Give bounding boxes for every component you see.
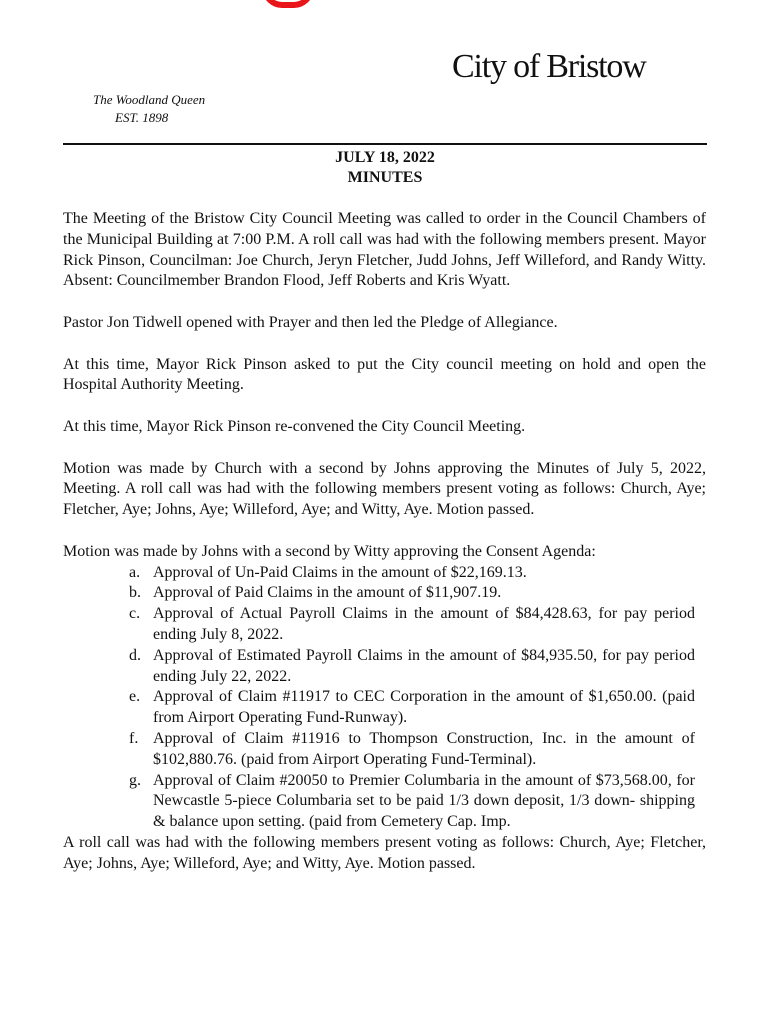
header-divider xyxy=(63,143,707,145)
hospital-authority-paragraph: At this time, Mayor Rick Pinson asked to put the City council meeting on hold and open the Hospital Authority Meeting. xyxy=(63,355,706,394)
list-item-text: Approval of Un-Paid Claims in the amount of $22,169.13. xyxy=(153,563,527,581)
list-item xyxy=(63,583,695,604)
consent-roll-call-paragraph: A roll call was had with the following members present voting as follows: Church, Aye; Fletcher, Aye; Johns, Aye; Willeford, Aye; and Witty, Aye. Motion passed. xyxy=(63,833,706,872)
list-item-letter: d. xyxy=(129,646,141,664)
consent-agenda-intro: Motion was made by Johns with a second by Witty approving the Consent Agenda: xyxy=(63,542,596,560)
list-item-letter: a. xyxy=(129,563,141,581)
list-item xyxy=(63,771,695,833)
call-to-order-paragraph: The Meeting of the Bristow City Council Meeting was called to order in the Council Chambers of the Municipal Building at 7:00 P.M. A roll call was had with the following members present. Mayor Rick Pinson, Councilman: Joe Church, Jeryn Fletcher, Judd Johns, Jeff Willeford, and Randy Witty. Absent: Councilmember Brandon Flood, Jeff Roberts and Kris Wyatt. xyxy=(63,210,706,290)
list-item xyxy=(63,563,695,584)
list-item xyxy=(63,604,695,646)
list-item-text: Approval of Paid Claims in the amount of $11,907.19. xyxy=(153,584,502,602)
list-item xyxy=(63,687,695,729)
minutes-body xyxy=(63,209,706,875)
city-tagline: The Woodland Queen xyxy=(93,92,206,107)
list-item-letter: c. xyxy=(129,605,141,623)
list-item-letter: f. xyxy=(129,729,139,747)
document-heading xyxy=(63,148,707,188)
list-item-text: Approval of Claim #11916 to Thompson Construction, Inc. in the amount of $102,880.76. (paid from Airport Operating Fund-Terminal). xyxy=(153,729,695,768)
list-item-text: Approval of Actual Payroll Claims in the amount of $84,428.63, for pay period ending July 8, 2022. xyxy=(153,605,695,643)
list-item-letter: g. xyxy=(129,771,141,789)
consent-agenda-list xyxy=(63,563,706,833)
city-tagline-block xyxy=(93,91,205,127)
list-item-text: Approval of Estimated Payroll Claims in the amount of $84,935.50, for pay period ending July 22, 2022. xyxy=(153,646,695,685)
document-title: MINUTES xyxy=(347,169,423,186)
meeting-date: JULY 18, 2022 xyxy=(335,149,435,166)
list-item-text: Approval of Claim #20050 to Premier Columbaria in the amount of $73,568.00, for Newcastle 5-piece Columbaria set to be paid 1/3 down deposit, 1/3 down- shipping & balance upon setting. (paid from Cemetery Cap. Imp. xyxy=(153,771,695,831)
city-logo-mark xyxy=(262,0,314,8)
list-item-letter: b. xyxy=(129,584,141,602)
prayer-paragraph: Pastor Jon Tidwell opened with Prayer and then led the Pledge of Allegiance. xyxy=(63,313,558,331)
established-year: EST. 1898 xyxy=(115,110,169,125)
reconvene-paragraph: At this time, Mayor Rick Pinson re-convened the City Council Meeting. xyxy=(63,417,526,435)
list-item-text: Approval of Claim #11917 to CEC Corporation in the amount of $1,650.00. (paid from Airport Operating Fund-Runway). xyxy=(153,688,695,727)
list-item xyxy=(63,729,695,771)
list-item xyxy=(63,646,695,688)
city-title: City of Bristow xyxy=(452,48,646,85)
list-item-letter: e. xyxy=(129,688,141,706)
minutes-approval-paragraph: Motion was made by Church with a second by Johns approving the Minutes of July 5, 2022, Meeting. A roll call was had with the following members present voting as follows: Church, Aye; Fletcher, Aye; Johns, Aye; Willeford, Aye; and Witty, Aye. Motion passed. xyxy=(63,459,706,519)
